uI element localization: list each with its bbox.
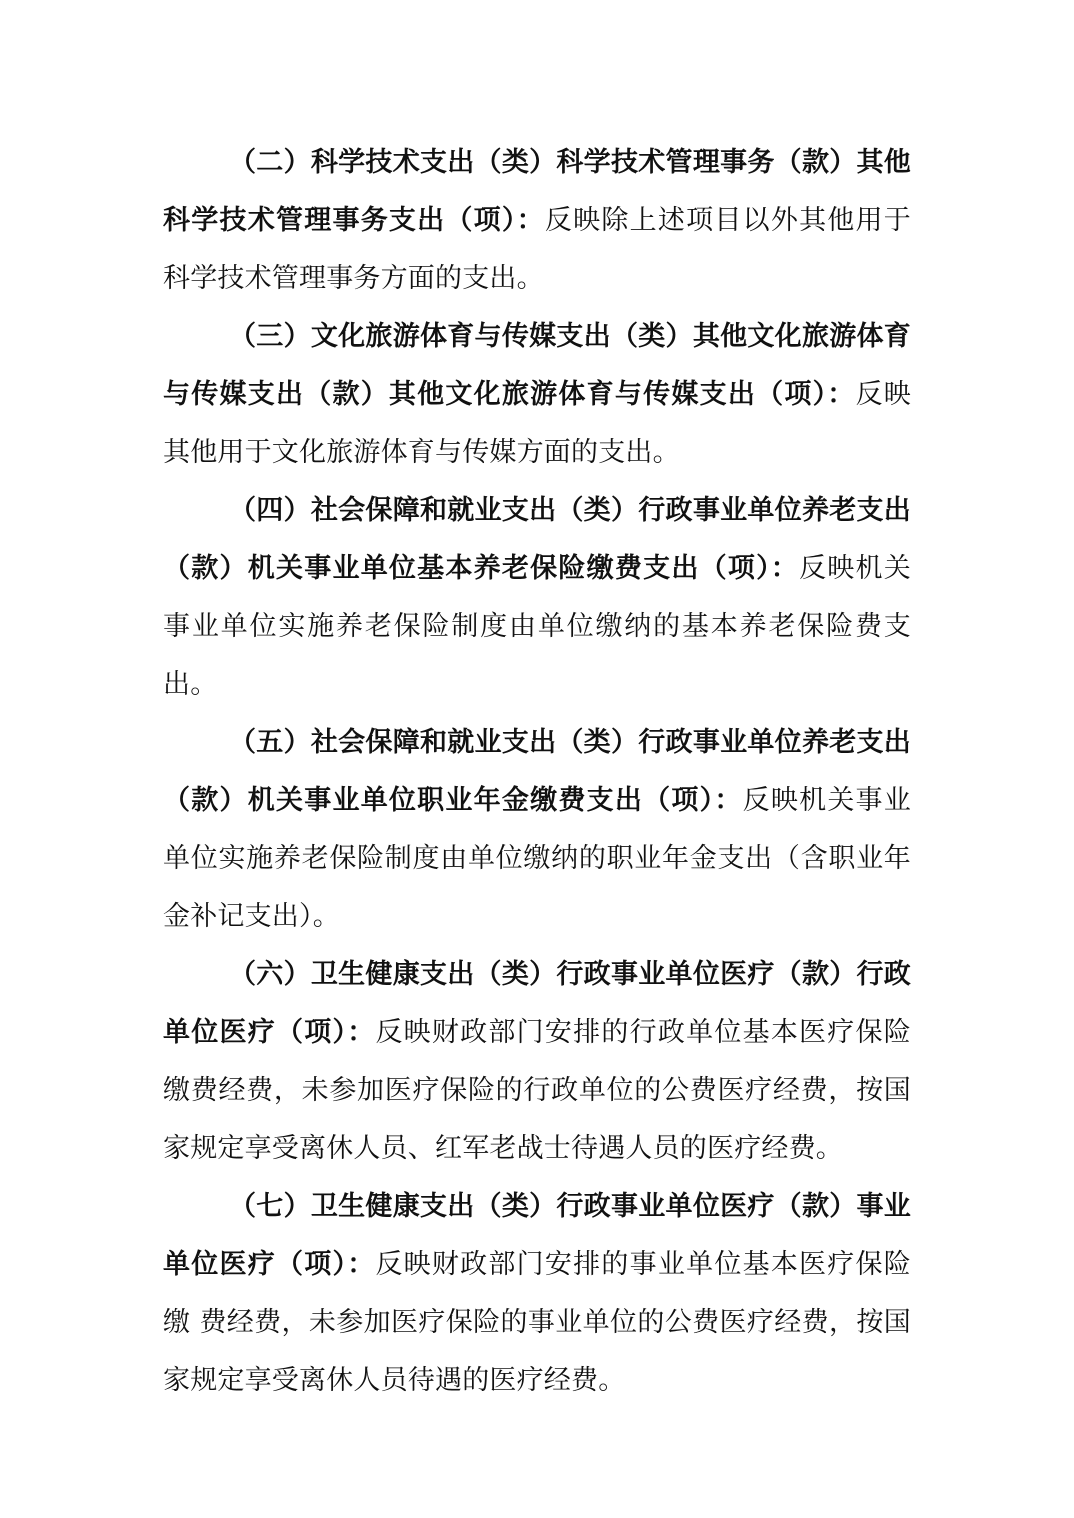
paragraph-text: 反映除上述项目以外其他用于科学技术管理事务方面的支出。 — [163, 205, 911, 294]
paragraph-3 — [163, 308, 911, 482]
paragraph-title: （三）文化旅游体育与传媒支出（类）其他文化旅游体育与传媒支出（款）其他文化旅游体育与传媒支出（项）： — [163, 321, 911, 410]
paragraph-title: （四）社会保障和就业支出（类）行政事业单位养老支出（款）机关事业单位基本养老保险缴费支出（项）： — [163, 495, 911, 584]
paragraph-title: （六）卫生健康支出（类）行政事业单位医疗（款）行政单位医疗（项）： — [163, 959, 911, 1048]
paragraph-text: 反映财政部门安排的事业单位基本医疗保险缴 费经费，未参加医疗保险的事业单位的公费医疗经费，按国家规定享受离休人员待遇的医疗经费。 — [163, 1249, 911, 1396]
document-body — [163, 134, 911, 1410]
paragraph-text: 反映财政部门安排的行政单位基本医疗保险缴费经费，未参加医疗保险的行政单位的公费医疗经费，按国家规定享受离休人员、红军老战士待遇人员的医疗经费。 — [163, 1017, 911, 1164]
paragraph-text: 反映机关事业单位实施养老保险制度由单位缴纳的职业年金支出（含职业年金补记支出）。 — [163, 785, 912, 932]
paragraph-5 — [163, 714, 911, 946]
paragraph-6 — [163, 946, 911, 1178]
paragraph-text: 反映其他用于文化旅游体育与传媒方面的支出。 — [163, 379, 912, 468]
paragraph-4 — [163, 482, 911, 714]
paragraph-7 — [163, 1178, 911, 1410]
paragraph-title: （五）社会保障和就业支出（类）行政事业单位养老支出（款）机关事业单位职业年金缴费支出（项）： — [163, 727, 911, 816]
paragraph-title: （二）科学技术支出（类）科学技术管理事务（款）其他科学技术管理事务支出（项）： — [163, 147, 911, 236]
paragraph-2 — [163, 134, 911, 308]
paragraph-text: 反映机关事业单位实施养老保险制度由单位缴纳的基本养老保险费支出。 — [163, 553, 911, 700]
paragraph-title: （七）卫生健康支出（类）行政事业单位医疗（款）事业单位医疗（项）： — [163, 1191, 911, 1280]
